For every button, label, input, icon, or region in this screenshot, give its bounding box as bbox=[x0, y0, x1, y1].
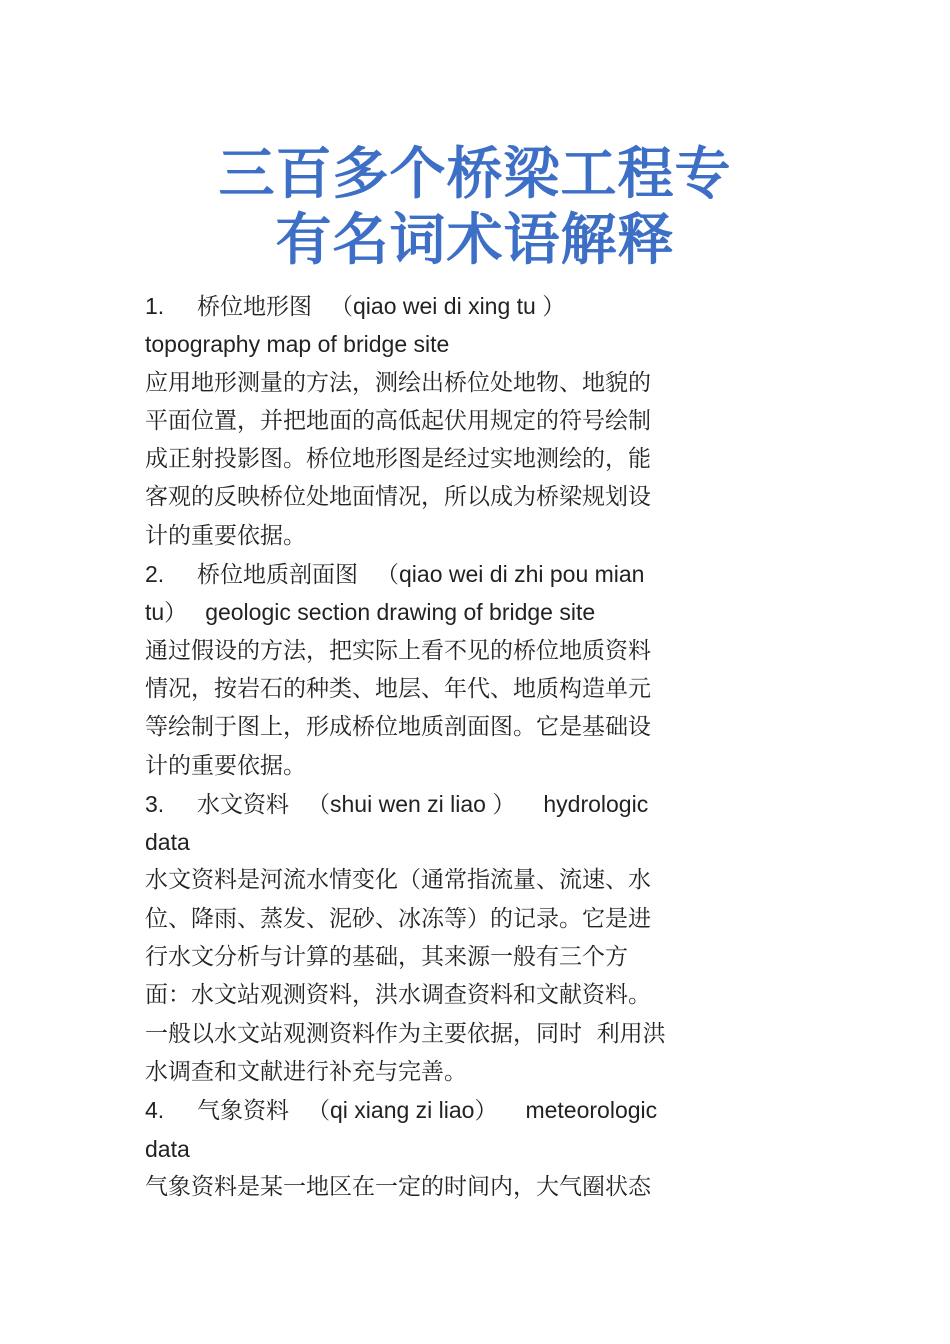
entry-4-english-cont: data bbox=[145, 1135, 190, 1162]
paragraph-line: 面：水文站观测资料，洪水调查资料和文献资料。 bbox=[145, 982, 651, 1009]
paragraph-line: 情况，按岩石的种类、地层、年代、地质构造单元 bbox=[145, 675, 651, 702]
entry-pinyin-cont: tu） bbox=[145, 599, 188, 626]
entry-term-cn: 水文资料 bbox=[197, 790, 289, 817]
entry-pinyin: （qiao wei di zhi pou mian bbox=[376, 561, 645, 588]
entry-english: geologic section drawing of bridge site bbox=[205, 599, 596, 626]
paragraph-line: 水调查和文献进行补充与完善。 bbox=[145, 1058, 467, 1085]
entry-term-cn: 桥位地质剖面图 bbox=[197, 561, 358, 588]
paragraph-line: 计的重要依据。 bbox=[145, 522, 306, 549]
entry-2-heading bbox=[145, 555, 735, 593]
paragraph-line: 水文资料是河流水情变化（通常指流量、流速、水 bbox=[145, 867, 651, 894]
paragraph-line: 成正射投影图。桥位地形图是经过实地测绘的，能 bbox=[145, 446, 651, 473]
entry-pinyin: （qi xiang zi liao） bbox=[307, 1097, 498, 1124]
paragraph-line: 气象资料是某一地区在一定的时间内，大气圈状态 bbox=[145, 1173, 651, 1200]
paragraph-line: 行水文分析与计算的基础，其来源一般有三个方 bbox=[145, 944, 628, 971]
entry-number: 4. bbox=[145, 1097, 165, 1124]
entry-number: 1. bbox=[145, 293, 165, 319]
entry-1-english: topography map of bridge site bbox=[145, 331, 450, 358]
paragraph-line: 应用地形测量的方法，测绘出桥位处地物、地貌的 bbox=[145, 369, 651, 396]
entry-english: meteorologic bbox=[525, 1097, 658, 1124]
entry-number: 3. bbox=[145, 790, 165, 817]
document-body bbox=[145, 287, 735, 1206]
entry-term-cn: 气象资料 bbox=[197, 1097, 289, 1124]
document-title-line-1: 三百多个桥梁工程专 bbox=[218, 141, 732, 207]
entry-english: hydrologic bbox=[543, 790, 649, 817]
paragraph-line: 通过假设的方法，把实际上看不见的桥位地质资料 bbox=[145, 637, 651, 664]
entry-pinyin: （shui wen zi liao ） bbox=[307, 790, 516, 817]
paragraph-line: 计的重要依据。 bbox=[145, 752, 306, 779]
entry-3-english-cont: data bbox=[145, 829, 190, 856]
entry-3-heading bbox=[145, 785, 735, 823]
entry-pinyin: （qiao wei di xing tu ） bbox=[330, 293, 566, 319]
paragraph-line: 客观的反映桥位处地面情况，所以成为桥梁规划设 bbox=[145, 484, 651, 511]
entry-1-heading bbox=[145, 287, 735, 325]
entry-2-english-line bbox=[145, 593, 735, 631]
paragraph-line: 一般以水文站观测资料作为主要依据，同时 利用洪 bbox=[145, 1020, 666, 1047]
entry-number: 2. bbox=[145, 561, 165, 588]
paragraph-line: 平面位置，并把地面的高低起伏用规定的符号绘制 bbox=[145, 407, 651, 434]
paragraph-line: 等绘制于图上，形成桥位地质剖面图。它是基础设 bbox=[145, 714, 651, 741]
paragraph-line: 位、降雨、蒸发、泥砂、冰冻等）的记录。它是进 bbox=[145, 905, 651, 932]
entry-term-cn: 桥位地形图 bbox=[197, 293, 312, 319]
entry-4-heading bbox=[145, 1091, 735, 1129]
document-title-line-2: 有名词术语解释 bbox=[275, 207, 675, 273]
